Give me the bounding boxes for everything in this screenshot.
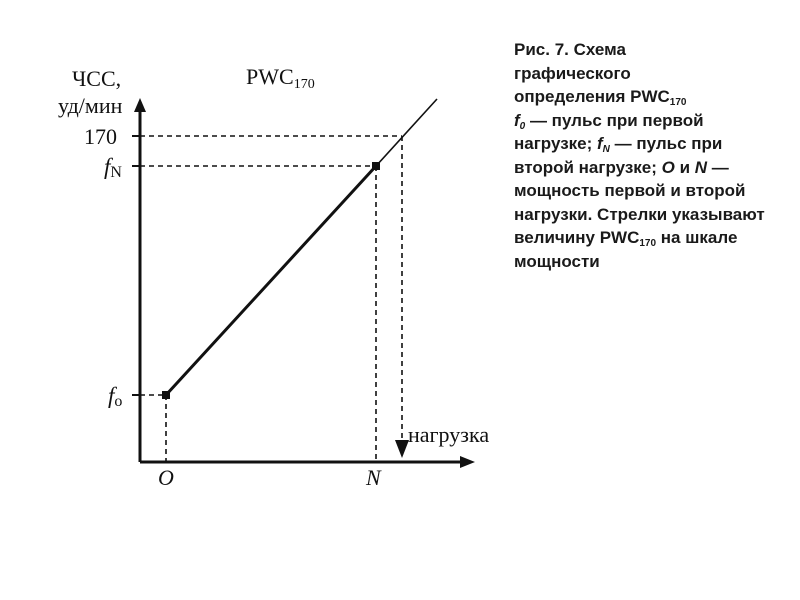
y-tick-label-170: 170 bbox=[84, 124, 117, 149]
y-axis-label-line1: ЧСС, bbox=[72, 66, 122, 91]
y-axis-label-line2: уд/мин bbox=[58, 93, 123, 118]
caption-body: $f_0$ — пульс при первой нагрузке; $f_N$ — пульс при второй нагрузке; O и N — мощность первой и второй нагрузки. Стрелки указывают величину $PWC_{170}$ на шкале мощности bbox=[514, 110, 765, 271]
pulse-line-extension bbox=[376, 99, 437, 166]
x-tick-label-n: N bbox=[366, 465, 381, 490]
caption-line-2: графического bbox=[514, 63, 631, 83]
caption-line-1: Рис. 7. Схема bbox=[514, 40, 626, 59]
pwc-arrow-down bbox=[395, 440, 409, 458]
caption-line-3: определения $PWC_{170}$ bbox=[514, 87, 687, 108]
x-axis-label: нагрузка bbox=[408, 422, 490, 447]
y-axis-arrow bbox=[134, 98, 146, 112]
y-tick-label-f0: fo bbox=[108, 383, 123, 410]
pulse-load-line bbox=[166, 166, 376, 395]
y-tick-label-fn: fN bbox=[104, 154, 122, 181]
figure-caption bbox=[514, 38, 784, 273]
point-f0 bbox=[162, 391, 170, 399]
point-fn bbox=[372, 162, 380, 170]
x-axis-arrow bbox=[460, 456, 475, 468]
x-tick-label-o: O bbox=[158, 465, 174, 490]
diagram-title: PWC170 bbox=[246, 64, 315, 92]
